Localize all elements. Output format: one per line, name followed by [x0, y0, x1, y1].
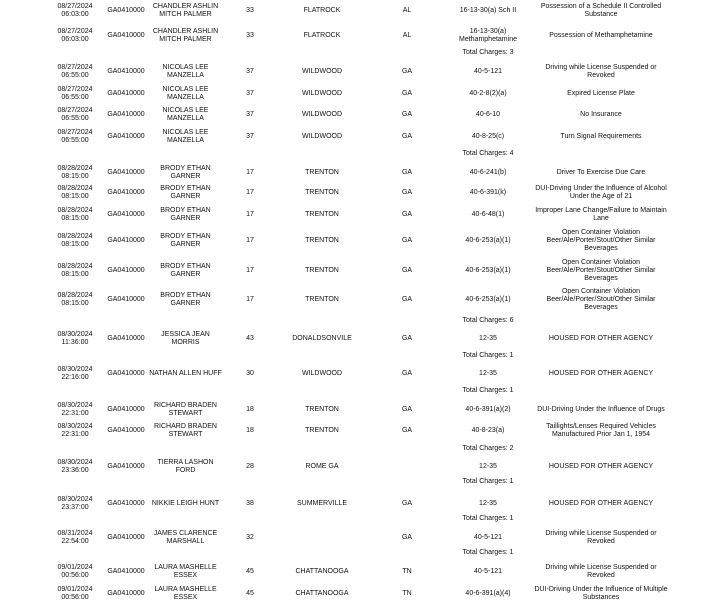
charge-description: No Insurance	[580, 111, 622, 118]
charge-statute: 12-35	[479, 335, 497, 342]
charge-statute: 12-35	[479, 463, 497, 470]
charge-description: Driving while License Suspended or Revoked	[545, 530, 657, 545]
charge-description: Open Container Violation Beer/Ale/Porter/Stout/Other Similar Beverages	[546, 259, 656, 282]
charge-description: Turn Signal Requirements	[560, 133, 642, 140]
charge-row	[0, 261, 703, 281]
charge-row	[0, 562, 703, 582]
charge-description: Possession of Methamphetamine	[549, 32, 653, 39]
charge-row	[0, 528, 703, 548]
arrestee-age: 17	[246, 296, 254, 303]
arrestee-name: LAURA MASHELLE ESSEX	[154, 564, 217, 579]
charge-statute: 40-6-48(1)	[471, 211, 505, 218]
arrestee-state: GA	[401, 68, 413, 75]
arrestee-name: BRODY ETHAN GARNER	[160, 185, 211, 200]
arrest-date: 08/27/2024 06:55:00	[57, 129, 93, 144]
arrest-date: 08/31/2024 22:54:00	[57, 530, 93, 545]
charge-statute: 40-6-253(a)(1)	[465, 267, 511, 274]
agency-ori: GA0410000	[107, 427, 145, 434]
charge-row	[0, 105, 703, 125]
arrestee-state: GA	[401, 90, 413, 97]
charge-row	[0, 400, 703, 420]
arrestee-age: 17	[246, 211, 254, 218]
arrestee-state: GA	[401, 500, 413, 507]
charge-description: Improper Lane Change/Failure to Maintain Lane	[535, 207, 667, 222]
charge-row	[0, 290, 703, 310]
charge-statute: 40-6-253(a)(1)	[465, 237, 511, 244]
agency-ori: GA0410000	[107, 7, 145, 14]
charge-description: HOUSED FOR OTHER AGENCY	[548, 335, 654, 342]
charge-statute: 40-6-10	[475, 111, 501, 118]
charge-description: DUI-Driving Under the Influence of Alcohol Under the Age of 21	[535, 185, 667, 200]
charge-statute: 40-6-241(b)	[469, 169, 507, 176]
arrestee-name: BRODY ETHAN GARNER	[160, 165, 211, 180]
arrestee-name: LAURA MASHELLE ESSEX	[154, 586, 217, 601]
charge-statute: 40-2-8(2)(a)	[469, 90, 507, 97]
arrestee-state: GA	[401, 267, 413, 274]
arrestee-name: JESSICA JEAN MORRIS	[161, 331, 210, 346]
charge-description: DUI-Driving Under the Influence of Multiple Substances	[534, 586, 668, 601]
agency-ori: GA0410000	[107, 68, 145, 75]
charge-description: Open Container Violation Beer/Ale/Porter/Stout/Other Similar Beverages	[546, 229, 656, 252]
total-charges-label: Total Charges: 1	[462, 478, 514, 485]
charge-row	[0, 494, 703, 514]
arrestee-state: GA	[401, 189, 413, 196]
charge-statute: 40-5-121	[473, 68, 503, 75]
arrestee-city: CHATTANOOGA	[295, 568, 349, 575]
charge-row	[0, 26, 703, 46]
arrestee-state: GA	[401, 169, 413, 176]
total-charges-label: Total Charges: 1	[462, 515, 514, 522]
charge-statute: 40-6-391(a)(2)	[465, 406, 511, 413]
arrest-date: 09/01/2024 00:56:00	[57, 564, 93, 579]
arrestee-name: CHANDLER ASHLIN MITCH PALMER	[152, 28, 219, 43]
arrestee-age: 17	[246, 237, 254, 244]
arrestee-state: GA	[401, 133, 413, 140]
charge-description: HOUSED FOR OTHER AGENCY	[548, 463, 654, 470]
charge-row	[0, 364, 703, 384]
arrest-date: 08/30/2024 23:37:00	[57, 496, 93, 511]
arrestee-city: TRENTON	[305, 296, 339, 303]
arrest-date: 08/30/2024 22:16:00	[57, 366, 93, 381]
arrestee-state: AL	[402, 7, 412, 14]
agency-ori: GA0410000	[107, 237, 145, 244]
arrestee-name: NATHAN ALLEN HUFF	[149, 370, 222, 377]
arrestee-city: TRENTON	[305, 267, 339, 274]
arrestee-city: TRENTON	[305, 406, 339, 413]
arrestee-city: WILDWOOD	[301, 90, 343, 97]
charge-row	[0, 421, 703, 441]
charge-description: Expired License Plate	[567, 90, 635, 97]
charge-statute: 40-8-25(c)	[471, 133, 505, 140]
agency-ori: GA0410000	[107, 111, 145, 118]
arrest-date: 08/27/2024 06:55:00	[57, 86, 93, 101]
arrest-date: 08/28/2024 08:15:00	[57, 263, 93, 278]
arrestee-name: TIERRA LASHON FORD	[157, 459, 214, 474]
arrest-date: 08/28/2024 08:15:00	[57, 185, 93, 200]
arrestee-name: NICOLAS LEE MANZELLA	[162, 64, 209, 79]
agency-ori: GA0410000	[107, 335, 145, 342]
arrestee-name: BRODY ETHAN GARNER	[160, 207, 211, 222]
arrestee-name: CHANDLER ASHLIN MITCH PALMER	[152, 3, 219, 18]
arrest-date: 08/27/2024 06:55:00	[57, 64, 93, 79]
charge-statute: 40-5-121	[473, 568, 503, 575]
arrestee-city: TRENTON	[305, 189, 339, 196]
arrestee-age: 37	[246, 111, 254, 118]
arrestee-state: GA	[401, 211, 413, 218]
charge-description: Possession of a Schedule II Controlled Substance	[540, 3, 662, 18]
arrestee-age: 37	[246, 90, 254, 97]
charge-description: Taillights/Lenses Required Vehicles Manufactured Prior Jan 1, 1954	[546, 423, 656, 438]
agency-ori: GA0410000	[107, 211, 145, 218]
arrestee-state: GA	[401, 406, 413, 413]
charge-description: Driving while License Suspended or Revoked	[545, 64, 657, 79]
charge-description: DUI-Driving Under the Influence of Drugs	[537, 406, 665, 413]
arrestee-city: WILDWOOD	[301, 111, 343, 118]
charge-description: HOUSED FOR OTHER AGENCY	[548, 500, 654, 507]
arrestee-city: WILDWOOD	[301, 133, 343, 140]
arrest-date: 08/27/2024 06:55:00	[57, 107, 93, 122]
arrestee-age: 28	[246, 463, 254, 470]
total-charges-label: Total Charges: 1	[462, 549, 514, 556]
arrestee-city: WILDWOOD	[301, 68, 343, 75]
arrestee-name: BRODY ETHAN GARNER	[160, 233, 211, 248]
charge-description: Driver To Exercise Due Care	[556, 169, 646, 176]
arrestee-city: DONALDSONVILE	[292, 335, 352, 342]
agency-ori: GA0410000	[107, 406, 145, 413]
arrestee-name: NICOLAS LEE MANZELLA	[162, 129, 209, 144]
total-charges-label: Total Charges: 3	[462, 49, 514, 56]
arrestee-city: CHATTANOOGA	[295, 590, 349, 597]
arrestee-age: 37	[246, 133, 254, 140]
arrest-date: 08/30/2024 22:31:00	[57, 402, 93, 417]
arrestee-state: GA	[401, 370, 413, 377]
arrestee-state: TN	[402, 590, 412, 597]
arrest-date: 08/30/2024 22:31:00	[57, 423, 93, 438]
arrestee-age: 45	[246, 568, 254, 575]
charge-statute: 40-6-391(k)	[469, 189, 507, 196]
total-charges-label: Total Charges: 2	[462, 445, 514, 452]
charge-row	[0, 84, 703, 104]
arrest-date: 08/28/2024 08:15:00	[57, 207, 93, 222]
arrestee-city	[282, 528, 362, 548]
arrestee-city: TRENTON	[305, 169, 339, 176]
arrestee-state: TN	[402, 568, 412, 575]
arrestee-state: GA	[401, 296, 413, 303]
arrestee-age: 18	[246, 406, 254, 413]
arrestee-name: NIKKIE LEIGH HUNT	[151, 500, 220, 507]
arrestee-city: FLATROCK	[303, 7, 341, 14]
charge-row	[0, 584, 703, 604]
arrest-date: 08/30/2024 23:36:00	[57, 459, 93, 474]
arrestee-age: 17	[246, 169, 254, 176]
charge-row	[0, 62, 703, 82]
agency-ori: GA0410000	[107, 133, 145, 140]
charge-statute: 12-35	[479, 370, 497, 377]
arrestee-name: RICHARD BRADEN STEWART	[153, 423, 217, 438]
agency-ori: GA0410000	[107, 463, 145, 470]
arrestee-state: GA	[401, 335, 413, 342]
charge-statute: 16-13-30(a) Methamphetamine	[459, 28, 517, 43]
total-charges-label: Total Charges: 6	[462, 317, 514, 324]
arrestee-age: 33	[246, 32, 254, 39]
arrest-date: 09/01/2024 00:56:00	[57, 586, 93, 601]
arrestee-age: 30	[246, 370, 254, 377]
arrestee-age: 17	[246, 189, 254, 196]
agency-ori: GA0410000	[107, 267, 145, 274]
total-charges-label: Total Charges: 4	[462, 150, 514, 157]
charge-statute: 40-6-391(a)(4)	[465, 590, 511, 597]
arrestee-state: GA	[401, 534, 413, 541]
arrestee-state: GA	[401, 427, 413, 434]
charge-statute: 12-35	[479, 500, 497, 507]
agency-ori: GA0410000	[107, 169, 145, 176]
agency-ori: GA0410000	[107, 534, 145, 541]
arrestee-state: GA	[401, 111, 413, 118]
arrestee-age: 33	[246, 7, 254, 14]
arrestee-state: AL	[402, 32, 412, 39]
charge-statute: 16-13-30(a) Sch II	[459, 7, 517, 14]
arrest-date: 08/30/2024 11:36:00	[57, 331, 93, 346]
agency-ori: GA0410000	[107, 90, 145, 97]
charge-row	[0, 329, 703, 349]
arrestee-name: JAMES CLARENCE MARSHALL	[153, 530, 218, 545]
arrestee-state	[392, 457, 422, 477]
charge-row	[0, 1, 703, 21]
charge-row	[0, 205, 703, 225]
arrestee-name: RICHARD BRADEN STEWART	[153, 402, 217, 417]
charge-statute: 40-6-253(a)(1)	[465, 296, 511, 303]
agency-ori: GA0410000	[107, 590, 145, 597]
charge-statute: 40-8-23(a)	[471, 427, 505, 434]
arrestee-age: 17	[246, 267, 254, 274]
agency-ori: GA0410000	[107, 370, 145, 377]
agency-ori: GA0410000	[107, 32, 145, 39]
arrestee-age: 32	[246, 534, 254, 541]
charge-row	[0, 127, 703, 147]
arrestee-city: TRENTON	[305, 427, 339, 434]
arrestee-city: ROME GA	[305, 463, 339, 470]
arrestee-city: SUMMERVILLE	[296, 500, 348, 507]
agency-ori: GA0410000	[107, 568, 145, 575]
charge-description: HOUSED FOR OTHER AGENCY	[548, 370, 654, 377]
arrest-date: 08/28/2024 08:15:00	[57, 233, 93, 248]
arrestee-age: 38	[246, 500, 254, 507]
arrestee-name: NICOLAS LEE MANZELLA	[162, 86, 209, 101]
agency-ori: GA0410000	[107, 296, 145, 303]
arrestee-age: 37	[246, 68, 254, 75]
charge-row	[0, 163, 703, 183]
charge-row	[0, 183, 703, 203]
total-charges-label: Total Charges: 1	[462, 352, 514, 359]
agency-ori: GA0410000	[107, 189, 145, 196]
arrestee-age: 43	[246, 335, 254, 342]
charge-description: Open Container Violation Beer/Ale/Porter/Stout/Other Similar Beverages	[546, 288, 656, 311]
arrest-date: 08/27/2024 06:03:00	[57, 3, 93, 18]
arrest-date: 08/28/2024 08:15:00	[57, 292, 93, 307]
arrestee-name: BRODY ETHAN GARNER	[160, 292, 211, 307]
arrest-date: 08/28/2024 08:15:00	[57, 165, 93, 180]
arrestee-city: FLATROCK	[303, 32, 341, 39]
arrestee-age: 18	[246, 427, 254, 434]
arrestee-state: GA	[401, 237, 413, 244]
agency-ori: GA0410000	[107, 500, 145, 507]
charge-statute: 40-5-121	[473, 534, 503, 541]
arrestee-city: TRENTON	[305, 211, 339, 218]
arrestee-city: WILDWOOD	[301, 370, 343, 377]
arrestee-name: BRODY ETHAN GARNER	[160, 263, 211, 278]
total-charges-label: Total Charges: 1	[462, 387, 514, 394]
arrestee-age: 45	[246, 590, 254, 597]
arrestee-city: TRENTON	[305, 237, 339, 244]
charge-row	[0, 231, 703, 251]
charge-description: Driving while License Suspended or Revoked	[545, 564, 657, 579]
charge-row	[0, 457, 703, 477]
arrestee-name: NICOLAS LEE MANZELLA	[162, 107, 209, 122]
arrest-date: 08/27/2024 06:03:00	[57, 28, 93, 43]
